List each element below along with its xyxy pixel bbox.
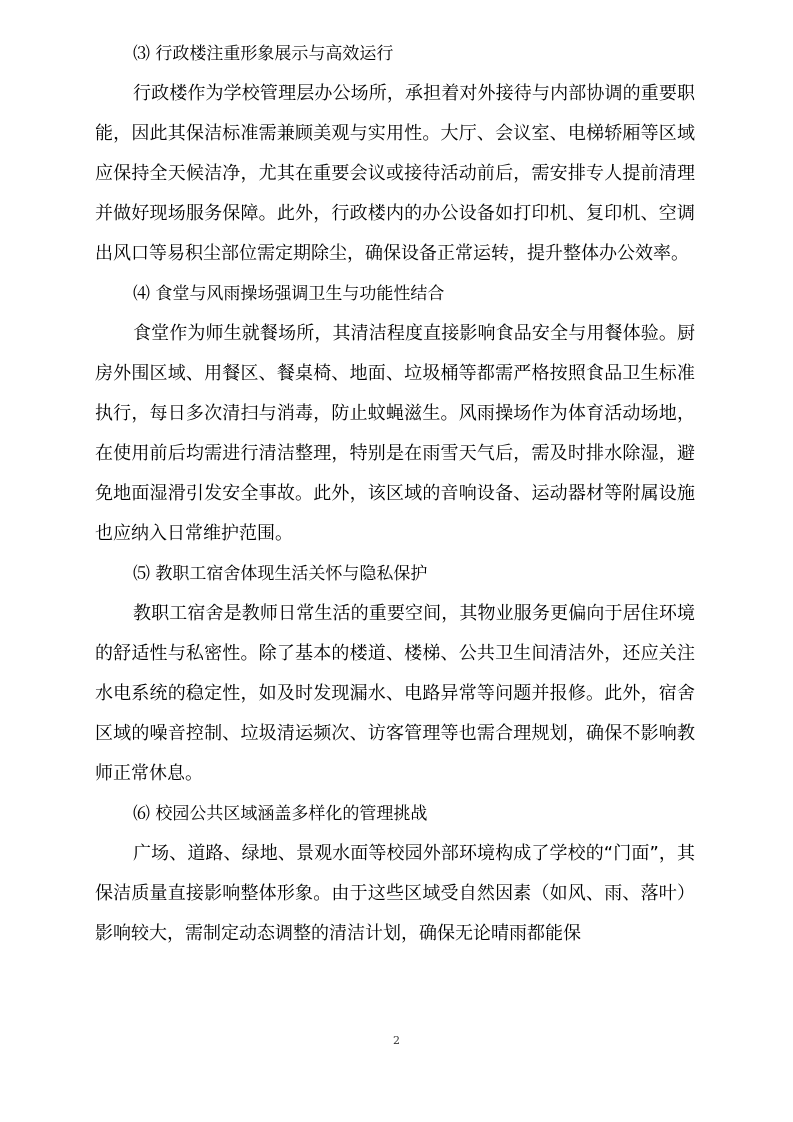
document-body: [95, 34, 695, 954]
section-paragraph-3: 行政楼作为学校管理层办公场所，承担着对外接待与内部协调的重要职能，因此其保洁标准需兼顾美观与实用性。大厅、会议室、电梯轿厢等区域应保持全天候洁净，尤其在重要会议或接待活动前后，需安排专人提前清理并做好现场服务保障。此外，行政楼内的办公设备如打印机、复印机、空调出风口等易积尘部位需定期除尘，确保设备正常运转，提升整体办公效率。: [95, 83, 695, 264]
section-heading-4: ⑷ 食堂与风雨操场强调卫生与功能性结合: [133, 284, 445, 304]
section-heading-5: ⑸ 教职工宿舍体现生活关怀与隐私保护: [133, 564, 428, 584]
section-heading-3: ⑶ 行政楼注重形象展示与高效运行: [133, 44, 394, 64]
section-paragraph-6: 广场、道路、绿地、景观水面等校园外部环境构成了学校的“门面”，其保洁质量直接影响整体形象。由于这些区域受自然因素（如风、雨、落叶）影响较大，需制定动态调整的清洁计划，确保无论晴雨都能保: [95, 843, 695, 944]
section-heading-6: ⑹ 校园公共区域涵盖多样化的管理挑战: [133, 804, 428, 824]
section-paragraph-5: 教职工宿舍是教师日常生活的重要空间，其物业服务更偏向于居住环境的舒适性与私密性。除了基本的楼道、楼梯、公共卫生间清洁外，还应关注水电系统的稳定性，如及时发现漏水、电路异常等问题并报修。此外，宿舍区域的噪音控制、垃圾清运频次、访客管理等也需合理规划，确保不影响教师正常休息。: [95, 603, 695, 784]
page-number: 2: [393, 1034, 400, 1047]
section-paragraph-4: 食堂作为师生就餐场所，其清洁程度直接影响食品安全与用餐体验。厨房外围区域、用餐区、餐桌椅、地面、垃圾桶等都需严格按照食品卫生标准执行，每日多次清扫与消毒，防止蚊蝇滋生。风雨操场作为体育活动场地，在使用前后均需进行清洁整理，特别是在雨雪天气后，需及时排水除湿，避免地面湿滑引发安全事故。此外，该区域的音响设备、运动器材等附属设施也应纳入日常维护范围。: [95, 323, 695, 544]
